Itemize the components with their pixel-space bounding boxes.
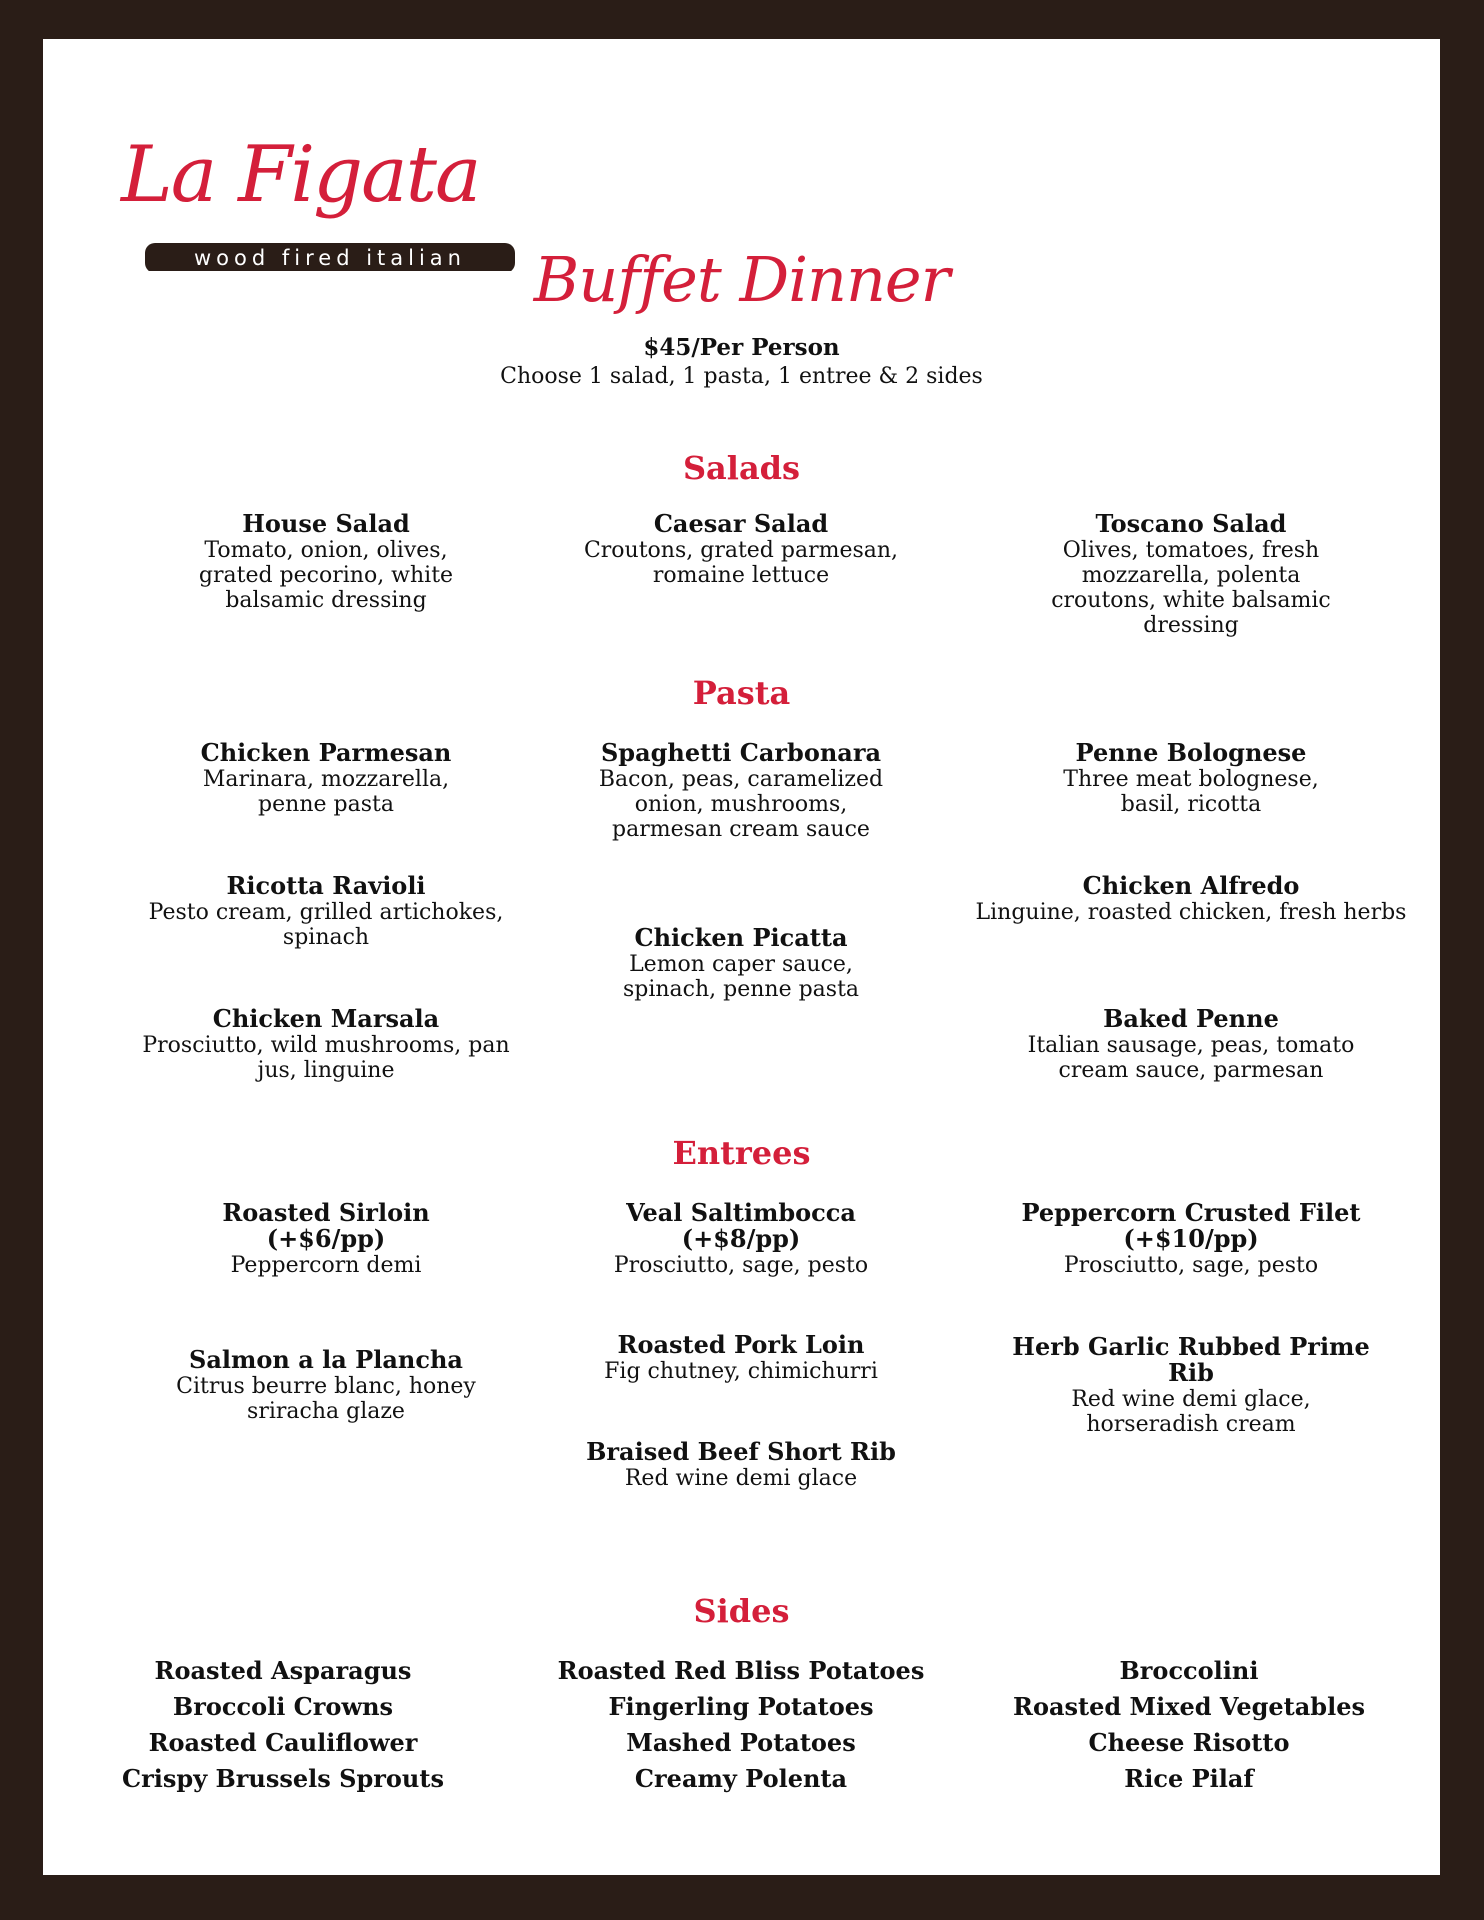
item-description: Pesto cream, grilled artichokes, spinach (148, 900, 504, 950)
side-item: Creamy Polenta (634, 1764, 848, 1793)
item-description: Bacon, peas, caramelized onion, mushrooms, parmesan cream sauce (598, 767, 884, 842)
menu-item (531, 740, 951, 842)
sides-column (73, 1653, 493, 1797)
item-description: Citrus beurre blanc, honey sriracha glaze (176, 1374, 476, 1424)
menu-item (981, 740, 1401, 817)
item-description: Lemon caper sauce, spinach, penne pasta (622, 952, 860, 1002)
item-name: Veal Saltimbocca (626, 1198, 856, 1227)
menu-item (531, 1332, 951, 1384)
item-description: Tomato, onion, olives, grated pecorino, white balsamic dressing (198, 538, 454, 613)
side-item: Broccolini (1119, 1656, 1259, 1685)
item-name: Ricotta Ravioli (226, 871, 426, 900)
menu-item (981, 1006, 1401, 1083)
side-item: Crispy Brussels Sprouts (122, 1764, 444, 1793)
menu-item (531, 925, 951, 1002)
item-description: Three meat bolognese, basil, ricotta (1063, 767, 1319, 817)
menu-item (971, 873, 1411, 925)
item-description: Prosciutto, sage, pesto (1063, 1253, 1319, 1278)
section-heading-sides: Sides (693, 1592, 790, 1630)
item-name: Braised Beef Short Rib (586, 1437, 896, 1466)
menu-item (981, 1200, 1401, 1278)
side-item: Roasted Mixed Vegetables (1013, 1692, 1365, 1721)
sides-column (979, 1653, 1399, 1797)
item-description: Red wine demi glace, horseradish cream (1071, 1387, 1311, 1437)
section-heading-salads: Salads (682, 449, 801, 487)
menu-item (981, 511, 1401, 638)
item-name: Chicken Picatta (634, 923, 848, 952)
brand-name: La Figata (121, 130, 480, 220)
item-description: Peppercorn demi (230, 1253, 422, 1278)
side-item: Roasted Asparagus (154, 1656, 412, 1685)
item-name: Spaghetti Carbonara (600, 738, 882, 767)
item-name: Salmon a la Plancha (189, 1345, 463, 1374)
item-name: Herb Garlic Rubbed Prime Rib (1012, 1332, 1370, 1387)
item-description: Croutons, grated parmesan, romaine lettuce (583, 538, 899, 588)
item-name: Peppercorn Crusted Filet (1021, 1198, 1361, 1227)
brand-tagline: wood fired italian (194, 246, 466, 270)
item-surcharge: (+$8/pp) (681, 1224, 801, 1253)
item-description: Olives, tomatoes, fresh mozzarella, polenta croutons, white balsamic dressing (1051, 538, 1331, 638)
menu-item (116, 1006, 536, 1083)
menu-item (531, 1439, 951, 1491)
item-description: Linguine, roasted chicken, fresh herbs (975, 900, 1407, 925)
side-item: Fingerling Potatoes (608, 1692, 874, 1721)
item-name: Chicken Parmesan (200, 738, 452, 767)
item-description: Prosciutto, wild mushrooms, pan jus, linguine (142, 1033, 510, 1083)
side-item: Mashed Potatoes (626, 1728, 856, 1757)
menu-item (116, 1200, 536, 1278)
item-name: Roasted Sirloin (222, 1198, 430, 1227)
side-item: Broccoli Crowns (172, 1692, 394, 1721)
item-description: Italian sausage, peas, tomato cream sauce, parmesan (1027, 1033, 1355, 1083)
menu-title: Buffet Dinner (533, 243, 950, 316)
side-item: Cheese Risotto (1088, 1728, 1290, 1757)
menu-instructions: Choose 1 salad, 1 pasta, 1 entree & 2 sides (500, 364, 983, 389)
item-name: Baked Penne (1103, 1004, 1279, 1033)
menu-item (106, 873, 546, 950)
side-item: Roasted Cauliflower (148, 1728, 418, 1757)
item-name: Chicken Marsala (212, 1004, 440, 1033)
item-description: Marinara, mozzarella, penne pasta (202, 767, 450, 817)
section-heading-entrees: Entrees (672, 1134, 811, 1172)
sides-column (531, 1653, 951, 1797)
item-name: Penne Bolognese (1075, 738, 1307, 767)
item-name: Toscano Salad (1095, 509, 1287, 538)
menu-item (531, 511, 951, 588)
section-heading-pasta: Pasta (692, 674, 791, 712)
item-name: Caesar Salad (653, 509, 829, 538)
item-surcharge: (+$6/pp) (266, 1224, 386, 1253)
menu-item (116, 511, 536, 613)
item-description: Fig chutney, chimichurri (604, 1359, 878, 1384)
item-surcharge: (+$10/pp) (1123, 1224, 1259, 1253)
menu-page (43, 39, 1440, 1875)
side-item: Roasted Red Bliss Potatoes (557, 1656, 925, 1685)
item-name: Chicken Alfredo (1082, 871, 1300, 900)
item-description: Red wine demi glace (624, 1466, 858, 1491)
menu-price: $45/Per Person (643, 334, 840, 361)
side-item: Rice Pilaf (1124, 1764, 1254, 1793)
item-name: House Salad (242, 509, 410, 538)
item-name: Roasted Pork Loin (617, 1330, 865, 1359)
item-description: Prosciutto, sage, pesto (613, 1253, 869, 1278)
menu-item (531, 1200, 951, 1278)
menu-item (116, 1347, 536, 1424)
menu-item (981, 1334, 1401, 1437)
menu-item (116, 740, 536, 817)
